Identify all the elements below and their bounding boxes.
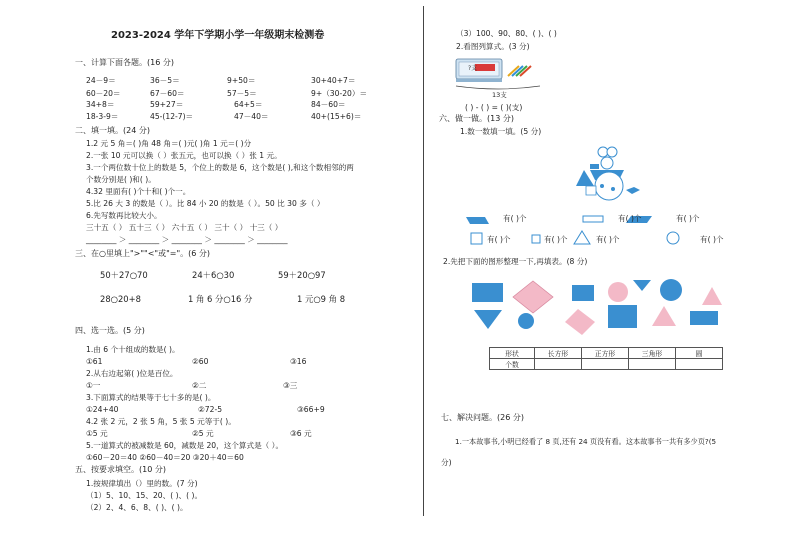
choice-q2: 2.从右边起第( )位是百位。 — [86, 369, 178, 378]
count-circle: 有( )个 — [700, 235, 724, 244]
table-header-cell: 三角形 — [629, 348, 676, 359]
answer-cell[interactable] — [676, 359, 723, 370]
picture-equation: ( ) - ( ) = ( )(支) — [465, 103, 523, 112]
calc-2-1: 60－20＝ — [86, 89, 121, 98]
calc-2-2: 67－60＝ — [150, 89, 185, 98]
count-triangle: 有( )个 — [596, 235, 620, 244]
square-icon — [471, 233, 482, 244]
compare-5: 1 角 6 分○16 分 — [188, 294, 253, 304]
table-header-cell: 圆 — [676, 348, 723, 359]
exam-title: 2023-2024 学年下学期小学一年级期末检测卷 — [111, 30, 325, 41]
table-header-cell: 形状 — [490, 348, 535, 359]
choice-q4-opt1: ①5 元 — [86, 429, 108, 438]
fill-q6-numbers: 三十五（ ） 五十三（ ） 六十五（ ） 三十（ ） 十三（ ） — [86, 223, 283, 232]
picture-equation-q: 2.看图列算式。(3 分) — [456, 42, 530, 51]
total-brace — [456, 86, 540, 89]
fill-q1: 1.2 元 5 角＝( )角 48 角＝( )元( )角 1 元＝( )分 — [86, 139, 252, 148]
pattern-b: （2）2、4、6、8、( )、( )。 — [86, 503, 188, 512]
compare-4: 28○20+8 — [100, 294, 141, 304]
sort-triangle-4 — [652, 306, 676, 326]
pencil-box-question: ?支 — [468, 65, 478, 72]
fill-q5: 5.比 26 大 3 的数是（ ）。比 84 小 20 的数是（ ）。50 比 30 多（ ） — [86, 199, 325, 208]
pattern-c: （3）100、90、80、( )、( ) — [456, 29, 557, 38]
fill-q6: 6.先写数再比较大小。 — [86, 211, 162, 220]
fill-q3-cont: 个数分别是( )和( )。 — [86, 175, 156, 184]
section-4-heading: 四、选一选。(5 分) — [75, 326, 145, 335]
calc-4-2: 45-(12-7)＝ — [150, 112, 194, 121]
section-5-heading: 五、按要求填空。(10 分) — [75, 465, 166, 474]
section-1-heading: 一、计算下面各题。(16 分) — [75, 58, 174, 67]
choice-q3-opt1: ①24+40 — [86, 405, 119, 414]
choice-q1: 1.由 6 个十组成的数是( )。 — [86, 345, 180, 354]
calc-4-4: 40+(15+6)＝ — [311, 112, 362, 121]
choice-q4: 4.2 张 2 元，2 张 5 角，5 张 5 元等于( )。 — [86, 417, 236, 426]
answer-cell[interactable] — [535, 359, 582, 370]
table-row — [490, 348, 723, 359]
compare-3: 59＋20○97 — [278, 270, 326, 280]
rectangle-icon — [583, 216, 603, 222]
compare-1: 50＋27○70 — [100, 270, 148, 280]
calc-4-1: 18-3-9＝ — [86, 112, 119, 121]
table-row — [490, 359, 723, 370]
parallelogram-icon — [466, 217, 489, 224]
problem-1-cont: 分) — [441, 458, 452, 467]
sort-triangle-3 — [474, 310, 502, 329]
table-row-label: 个数 — [490, 359, 535, 370]
calc-3-1: 34+8＝ — [86, 100, 115, 109]
choice-q3-opt3: ③66+9 — [297, 405, 325, 414]
sort-diamond — [513, 281, 553, 313]
table-header-cell: 正方形 — [582, 348, 629, 359]
calc-4-3: 47－40＝ — [234, 112, 269, 121]
count-parallelogram-2: 有( )个 — [676, 214, 700, 223]
choice-q2-opt2: ②二 — [192, 381, 207, 390]
calc-1-1: 24－9＝ — [86, 76, 116, 85]
sort-circle-1 — [608, 282, 628, 302]
fill-q3: 3.一个两位数十位上的数是 5，个位上的数是 6，这个数是( ),和这个数相邻的两 — [86, 163, 354, 172]
choice-q2-opt3: ③三 — [283, 381, 298, 390]
count-rectangle: 有( )个 — [618, 214, 642, 223]
calc-1-4: 30+40+7＝ — [311, 76, 356, 85]
pattern-q1: 1.按规律填出（）里的数。(7 分) — [86, 479, 198, 488]
choice-q1-opt2: ②60 — [192, 357, 209, 366]
choice-q3-opt2: ②72-5 — [198, 405, 223, 414]
circle-icon — [667, 232, 679, 244]
count-q1: 1.数一数填一填。(5 分) — [460, 127, 542, 136]
count-square: 有( )个 — [487, 235, 511, 244]
calc-3-2: 59+27＝ — [150, 100, 184, 109]
section-2-heading: 二、填一填。(24 分) — [75, 126, 150, 135]
calc-3-3: 64+5＝ — [234, 100, 263, 109]
answer-cell[interactable] — [582, 359, 629, 370]
shape-count-table — [489, 347, 723, 370]
section-3-heading: 三、在○里填上">""<"或"="。(6 分) — [75, 249, 211, 258]
sort-question: 2.先把下面的图形整理一下,再填表。(8 分) — [443, 257, 588, 266]
choice-q2-opt1: ①一 — [86, 381, 101, 390]
choice-q4-opt2: ②5 元 — [192, 429, 214, 438]
choice-q1-opt3: ③16 — [290, 357, 307, 366]
count-parallelogram: 有( )个 — [503, 214, 527, 223]
sort-rect-4 — [690, 311, 718, 325]
calc-1-2: 36－5＝ — [150, 76, 180, 85]
calc-2-3: 57－5＝ — [227, 89, 257, 98]
calc-3-4: 84－60＝ — [311, 100, 346, 109]
total-label: 13支 — [492, 91, 507, 99]
problem-1: 1.一本故事书,小明已经看了 8 页,还有 24 页没有看。这本故事书一共有多少页?(5 — [455, 437, 717, 446]
answer-cell[interactable] — [629, 359, 676, 370]
section-7-heading: 七、解决问题。(26 分) — [441, 413, 524, 422]
sort-square-rotated — [565, 309, 595, 335]
table-header-cell: 长方形 — [535, 348, 582, 359]
fill-q6-compare-line: ________ ＞ ________ ＞ ________ ＞ ________ ＞ ________ — [86, 235, 288, 244]
shape-snowman — [576, 147, 640, 200]
section-6-heading: 六、做一做。(13 分) — [439, 114, 514, 123]
choice-q1-opt1: ①61 — [86, 357, 103, 366]
compare-6: 1 元○9 角 8 — [297, 294, 346, 304]
sort-triangle-2 — [702, 287, 722, 305]
pencils-illustration — [508, 66, 531, 76]
fill-q2: 2.一张 10 元可以换（ ）张五元，也可以换（ ）张 1 元。 — [86, 151, 282, 160]
count-small-square: 有( )个 — [544, 235, 568, 244]
compare-2: 24＋6○30 — [192, 270, 235, 280]
choice-q5: 5.一道算式的被减数是 60，减数是 20，这个算式是（ ）。 — [86, 441, 284, 450]
pattern-a: （1）5、10、15、20、( )、( )。 — [86, 491, 203, 500]
choice-q4-opt3: ③6 元 — [290, 429, 312, 438]
sort-rect-3 — [608, 305, 637, 328]
triangle-icon — [574, 231, 590, 244]
pencil-box-illustration — [456, 59, 502, 82]
calc-2-4: 9+（30-20）＝ — [311, 89, 368, 98]
sort-rect-2 — [572, 285, 594, 301]
sort-triangle-1 — [633, 280, 651, 291]
fill-q4: 4.32 里面有( )个十和( )个一。 — [86, 187, 191, 196]
choice-q3: 3.下面算式的结果等于七十多的是( )。 — [86, 393, 216, 402]
calc-1-3: 9+50＝ — [227, 76, 256, 85]
choice-q5-opts: ①60－20＝40 ②60－40＝20 ③20＋40＝60 — [86, 453, 244, 462]
sort-rect-1 — [472, 283, 503, 302]
sort-shapes — [472, 279, 722, 335]
small-square-icon — [532, 235, 540, 243]
sort-circle-2 — [660, 279, 682, 301]
sort-circle-3 — [518, 313, 534, 329]
